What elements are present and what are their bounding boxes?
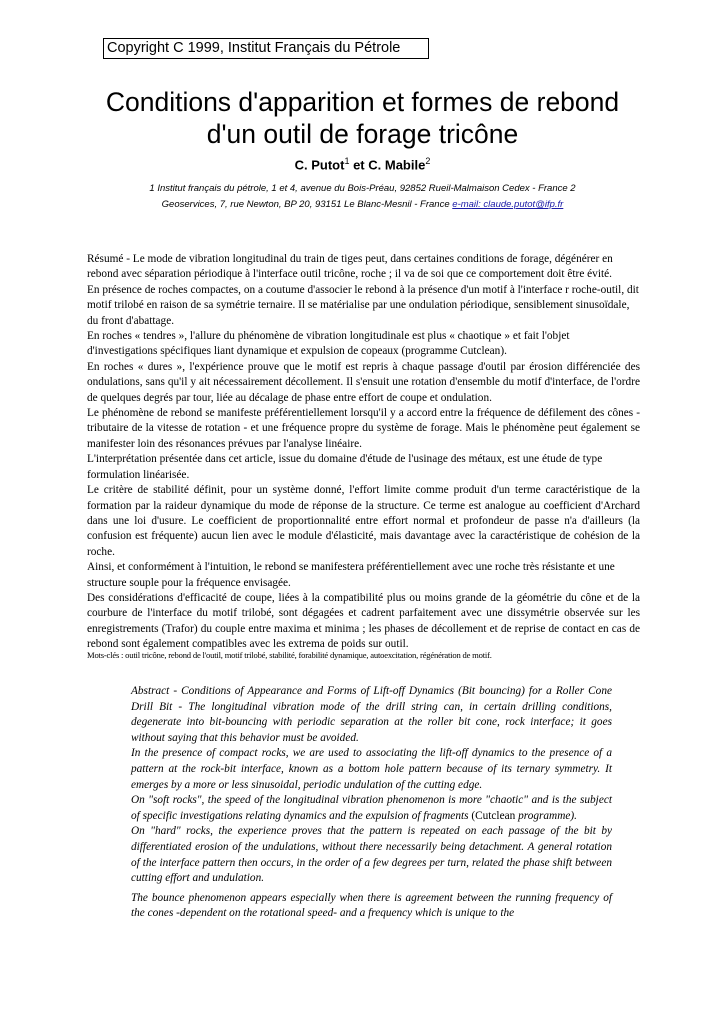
- resume-paragraph-1: Résumé - Le mode de vibration longitudinal du train de tiges peut, dans certaines conditions de forage, dégénérer en rebond avec séparation périodique à l'interface outil tricône, roche ; il va de soi que ce comportement doit être évité.: [87, 253, 613, 281]
- resume-paragraph-2: En présence de roches compactes, on a coutume d'associer le rebond à la présence d'un motif à l'interface r roche-outil, dit motif trilobé en raison de sa symétrie ternaire. Il se matérialise par une ondulation périodique, sensiblement sinusoïdale, du front d'abattage.: [87, 283, 639, 327]
- abstract-section: [131, 684, 612, 922]
- author-separator: et: [349, 157, 369, 173]
- author-2-affiliation-mark: 2: [425, 156, 431, 166]
- affiliations: [60, 181, 665, 213]
- authors: [40, 153, 685, 173]
- title-line-2: d'un outil de forage tricône: [206, 119, 519, 149]
- resume-paragraph-8: Ainsi, et conformément à l'intuition, le rebond se manifestera préférentiellement avec une roche très résistante et une structure souple pour la fréquence envisagée.: [87, 561, 615, 589]
- resume-paragraph-7: Le critère de stabilité définit, pour un système donné, l'effort limite comme produit d'un terme caractéristique de la formation par la raideur dynamique du mode de réponse de la structure. Ce terme est analogue au coefficient d'Archard dans une loi d'usure. Le coefficient de proportionnalité entre effort normal et profondeur de passe n'a d'ailleurs (la confusion est fréquente) aucun lien avec le module d'élasticité, mais davantage avec la caractéristique de cohésion de la roche.: [87, 484, 640, 558]
- copyright-notice: Copyright C 1999, Institut Français du Pétrole: [103, 38, 429, 59]
- resume-paragraph-4: En roches « dures », l'expérience prouve que le motif est repris à chaque passage d'outil par érosion différenciée des ondulations, sans qu'il y ait nécessairement décollement. Il s'ensuit une rotation d'ensemble du motif d'interface, de l'ordre de quelques degrés par tour, liée au décalage de phase entre effort de coupe et ondulation.: [87, 360, 640, 404]
- author-email-link[interactable]: e-mail: claude.putot@ifp.fr: [452, 199, 564, 210]
- affiliation-address-2: Geoservices, 7, rue Newton, BP 20, 93151 Le Blanc-Mesnil - France: [161, 199, 453, 210]
- resume-section: [87, 252, 640, 653]
- resume-paragraph-3: En roches « tendres », l'allure du phénomène de vibration longitudinale est plus « chaotique » et fait l'objet d'investigations spécifiques liant dynamique et expulsion de copeaux (programme Cutclean).: [87, 330, 570, 358]
- abstract-paragraph-3-end: programme).: [518, 809, 577, 822]
- abstract-paragraph-1: Abstract - Conditions of Appearance and Forms of Lift-off Dynamics (Bit bouncing) for a Roller Cone Drill Bit - The longitudinal vibration mode of the drill string can, in certain drilling conditions, degenerate into bit-bouncing with periodic separation at the roller bit cone, rock interface; it goes without saying that this behavior must be avoided.: [131, 685, 612, 744]
- affiliation-line-2: [60, 197, 665, 213]
- author-1: C. Putot: [294, 157, 345, 173]
- affiliation-line-1: 1 Institut français du pétrole, 1 et 4, avenue du Bois-Préau, 92852 Rueil-Malmaison Cedex - France 2: [149, 183, 576, 194]
- author-2: C. Mabile: [368, 157, 426, 173]
- title-line-1: Conditions d'apparition et formes de rebond: [105, 87, 620, 117]
- resume-paragraph-5: Le phénomène de rebond se manifeste préférentiellement lorsqu'il y a accord entre la fréquence de défilement des cônes - tributaire de la vitesse de rotation - et une fréquence propre du système de forage. Mais le phénomène peut également se manifester loin des résonances prévues par l'analyse linéaire.: [87, 407, 640, 450]
- author-1-affiliation-mark: 1: [344, 156, 350, 166]
- keywords: Mots-clés : outil tricône, rebond de l'outil, motif trilobé, stabilité, forabilité dynamique, autoexcitation, régénération de motif.: [87, 650, 492, 660]
- abstract-paragraph-3-text: On "soft rocks", the speed of the longitudinal vibration phenomenon is more "chaotic" and is the subject of specific investigations relating dynamics and the expulsion of fragments: [131, 794, 612, 822]
- abstract-paragraph-4: On "hard" rocks, the experience proves that the pattern is repeated on each passage of the bit by differentiated erosion of the undulations, without there necessarily being detachment. A general rotation of the interface pattern then occurs, in the order of a few degrees per turn, related the phase shift between cutting effort and undulation.: [131, 825, 612, 885]
- paper-title: [40, 86, 685, 150]
- abstract-paragraph-5: The bounce phenomenon appears especially when there is agreement between the running frequency of the cones -dependent on the rotational speed- and a frequency which is unique to the: [131, 891, 612, 920]
- resume-paragraph-6: L'interprétation présentée dans cet article, issue du domaine d'étude de l'usinage des métaux, est une étude de type formulation linéarisée.: [87, 453, 603, 481]
- abstract-paragraph-3-program: (Cutclean: [471, 809, 516, 822]
- resume-paragraph-9: Des considérations d'efficacité de coupe, liées à la compatibilité plus ou moins grande de la géométrie du cône et de la courbure de l'interface du motif trilobé, sont dégagées et cadrent parfaitement avec une dissymétrie observée sur les enregistrements (Trafor) du couple entre maxima et minima ; les phases de décollement et de reprise de contact en cas de rebond sont également compatibles avec les extrema de poids sur outil.: [87, 591, 640, 651]
- abstract-paragraph-2: In the presence of compact rocks, we are used to associating the lift-off dynamics to the presence of a pattern at the rock-bit interface, known as a bottom hole pattern because of its ternary symmetry. It emerges by a more or less sinusoidal, periodic undulation of the cutting edge.: [131, 747, 612, 791]
- abstract-paragraph-3: [131, 793, 612, 824]
